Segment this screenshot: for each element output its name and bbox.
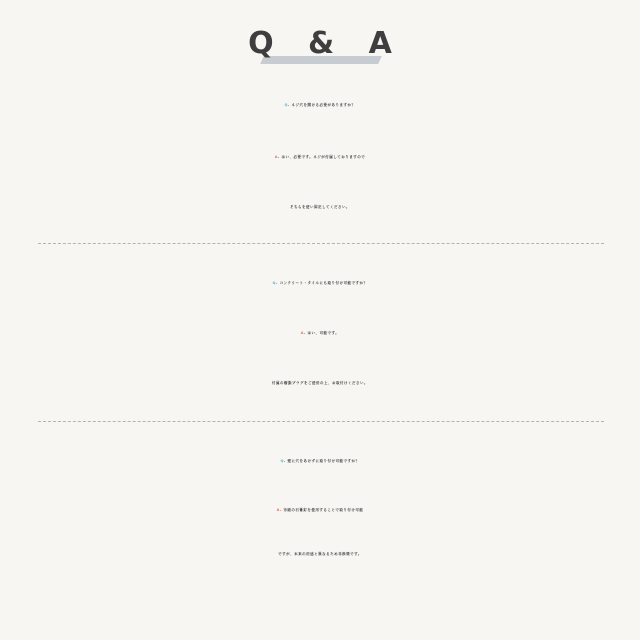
a-marker: A (274, 155, 278, 159)
answer-2-line-1-text: . はい、可能です。 (304, 331, 340, 335)
a-marker: A (276, 508, 280, 512)
q-marker: Q (284, 103, 288, 107)
question-1-text: . ネジ穴を開ける必要がありますか？ (287, 103, 356, 107)
question-3-text: . 壁に穴をあけずに取り付け可能ですか？ (283, 459, 360, 463)
answer-3-line-2 (0, 540, 640, 568)
page-title: Q & A (248, 26, 404, 61)
dashed-divider (38, 243, 604, 244)
answer-2-line-1 (0, 319, 640, 347)
answer-1-line-1 (0, 143, 640, 171)
answer-1-line-2 (0, 193, 640, 221)
dashed-divider (38, 421, 604, 422)
answer-1-line-2-text: そちらを使い固定してください。 (290, 205, 350, 209)
q-marker: Q (272, 281, 277, 285)
a-marker: A (300, 331, 304, 335)
answer-3-line-1 (0, 496, 640, 524)
question-2-text: . コンクリート・タイルにも取り付け可能ですか？ (276, 281, 368, 285)
answer-1-line-1-text: . はい、必要です。ネジが付属しておりますので (278, 155, 366, 159)
answer-3-line-2-text: ですが、本来の用途と異なるため非推奨です。 (278, 552, 362, 556)
answer-2-line-2-text: 付属の樹脂プラグをご使用の上、お取付けください。 (272, 381, 368, 385)
answer-2-line-2 (0, 369, 640, 397)
answer-3-line-1-text: . 市販の石膏釘を使用することで取り付け可能 (279, 508, 364, 512)
title-wrap (0, 22, 640, 66)
q-marker: Q (280, 459, 284, 463)
question-1 (0, 91, 640, 119)
question-3 (0, 447, 640, 475)
question-2 (0, 269, 640, 297)
